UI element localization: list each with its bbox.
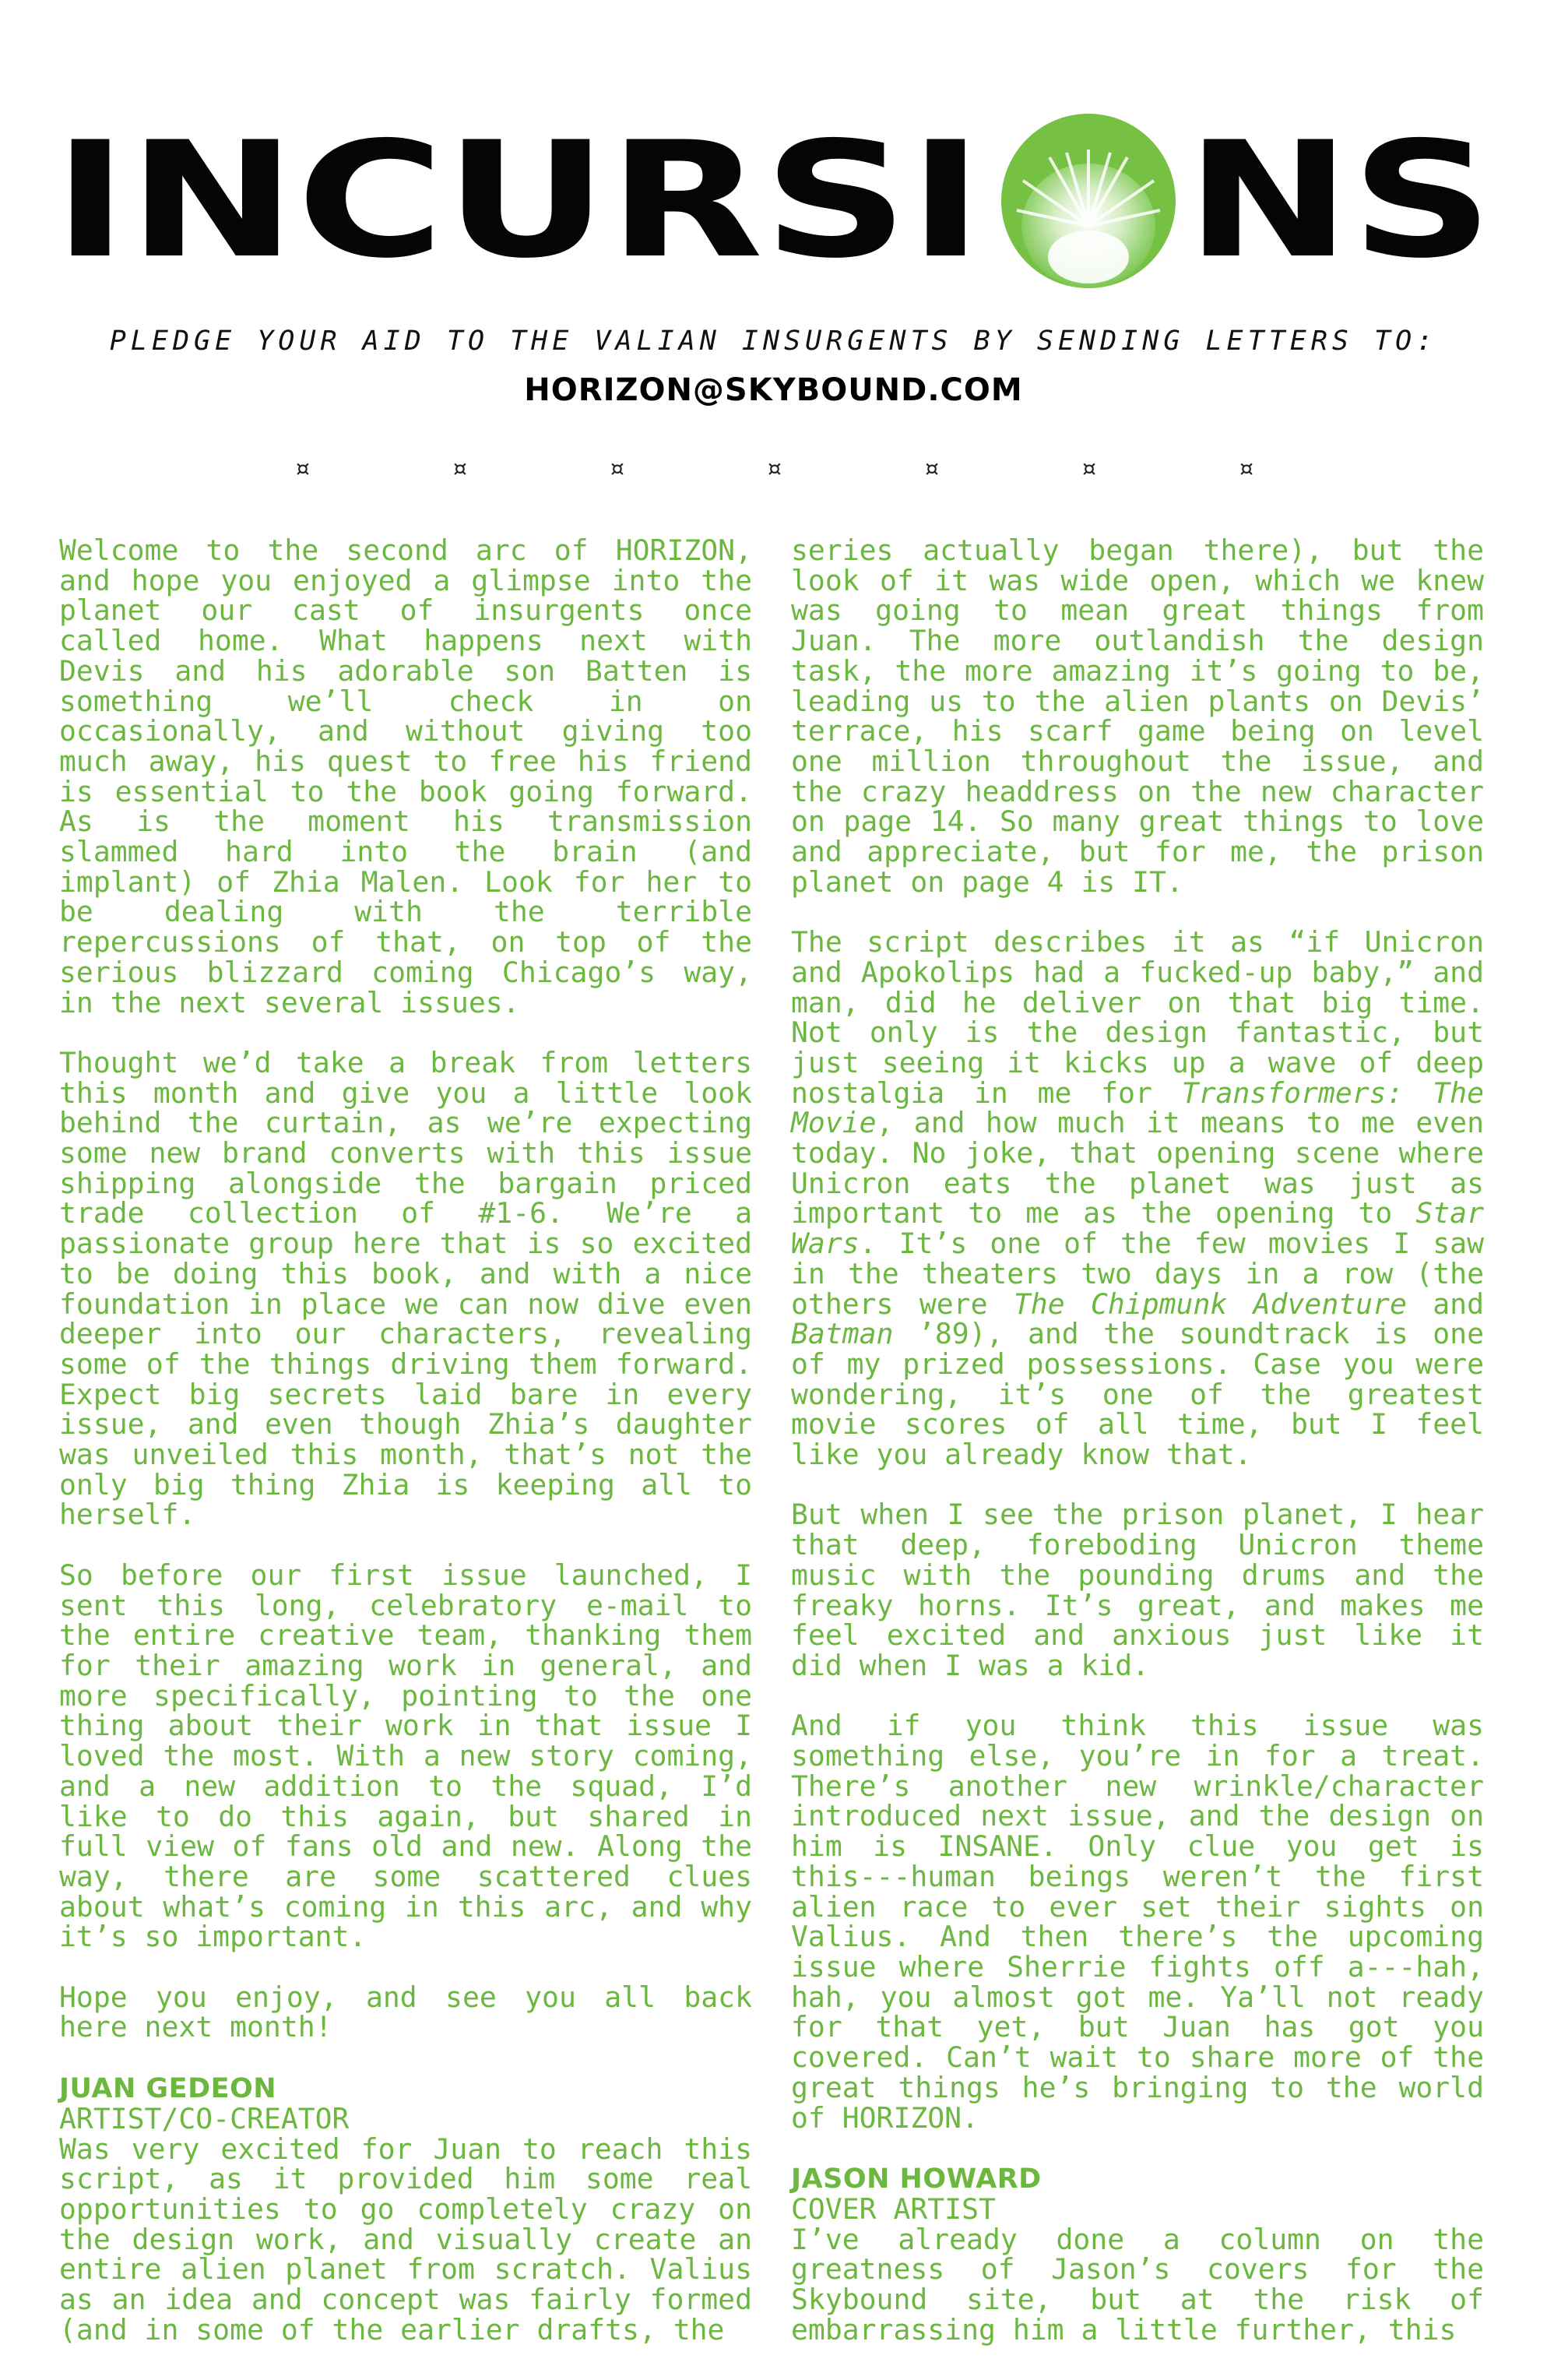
divider-glyph: ¤ [610, 456, 624, 481]
film-title: Star Wars [791, 1196, 1484, 1261]
section-role: ARTIST/CO-CREATOR [59, 2101, 350, 2135]
section-role: COVER ARTIST [791, 2192, 996, 2226]
paragraph: Was very excited for Juan to reach this script, as it provided him some real opportunities to go completely crazy on the design work, and visually create an entire alien planet from scratch. Valius as an idea and concept was fairly formed (and in some of the earlier drafts, the [59, 2132, 752, 2347]
logo-text-right: NS [1186, 109, 1493, 294]
ornament-divider [296, 456, 1253, 481]
pledge-line: PLEDGE YOUR AID TO THE VALIAN INSURGENTS BY SENDING LETTERS TO: [109, 326, 1438, 357]
divider-glyph: ¤ [453, 456, 467, 481]
logo-text-left: INCURSI [53, 109, 983, 294]
text-run: , and how much it means to me even today. No joke, that opening scene where Unicron eats the planet was just as important to me as the opening to [791, 1106, 1484, 1230]
text-run: The script describes it as “if Unicron and Apokolips had a fucked-up baby,” and man, did he deliver on that big time. Not only is the design fantastic, but just seeing it kicks up a wave of deep nostalgia in me for [791, 925, 1484, 1110]
film-title: The Chipmunk Adventure [1013, 1287, 1407, 1321]
film-title: Batman [791, 1317, 894, 1351]
divider-glyph: ¤ [296, 456, 310, 481]
incursions-logo [53, 109, 1493, 296]
paragraph: Hope you enjoy, and see you all back here next month! [59, 1980, 752, 2044]
masthead-logo [53, 109, 1493, 296]
email-address[interactable]: HORIZON@SKYBOUND.COM [524, 372, 1023, 408]
paragraph: And if you think this issue was something else, you’re in for a treat. There’s another new wrinkle/character introduced next issue, and the design on him is INSANE. Only clue you get is this---human beings weren’t the first alien race to ever set their sights on Valius. And then there’s the upcoming issue where Sherrie fights off a---hah, hah, you almost got me. Ya’ll not ready for that yet, but Juan has got you covered. Can’t wait to share more of the great things he’s bringing to the world of HORIZON. [791, 1709, 1484, 2135]
divider-glyph: ¤ [768, 456, 782, 481]
text-run: ’89), and the soundtrack is one of my prized possessions. Case you were wondering, it’s one of the greatest movie scores of all time, but I feel like you already know that. [791, 1317, 1484, 1472]
paragraph: But when I see the prison planet, I hear that deep, foreboding Unicron theme music with the pounding drums and the freaky horns. It’s great, and makes me feel excited and anxious just like it did when I was a kid. [791, 1498, 1484, 1682]
section-heading: JASON HOWARD [791, 2163, 1042, 2195]
logo-orb-icon [1001, 114, 1176, 288]
paragraph: So before our first issue launched, I sent this long, celebratory e-mail to the entire creative team, thanking them for their amazing work in general, and more specifically, pointing to the one thing about their work in that issue I loved the most. With a new story coming, and a new addition to the squad, I’d like to do this again, but shared in full view of fans old and new. Along the way, there are some scattered clues about what’s coming in this arc, and why it’s so important. [59, 1558, 752, 1954]
paragraph: series actually began there), but the look of it was wide open, which we knew was going to mean great things from Juan. The more outlandish the design task, the more amazing it’s going to be, leading us to the alien plants on Devis’ terrace, his scarf game being on level one million throughout the issue, and the crazy headdress on the new character on page 14. So many great things to love and appreciate, but for me, the prison planet on page 4 is IT. [791, 533, 1484, 899]
right-column [791, 533, 1484, 2347]
divider-glyph: ¤ [925, 456, 939, 481]
text-run: and [1406, 1287, 1484, 1321]
paragraph [791, 925, 1484, 1472]
text-run: . It’s one of the few movies I saw in the theaters two days in a row (the others were [791, 1227, 1484, 1321]
paragraph: Welcome to the second arc of HORIZON, and hope you enjoyed a glimpse into the planet our cast of insurgents once called home. What happens next with Devis and his adorable son Batten is something we’ll check in on occasionally, and without giving too much away, his quest to free his friend is essential to the book going forward. As is the moment his transmission slammed hard into the brain (and implant) of Zhia Malen. Look for her to be dealing with the terrible repercussions of that, on top of the serious blizzard coming Chicago’s way, in the next several issues. [59, 533, 752, 1019]
film-title: Transformers: The Movie [791, 1076, 1484, 1140]
left-column [59, 533, 752, 2347]
section-heading: JUAN GEDEON [59, 2072, 277, 2104]
divider-glyph: ¤ [1239, 456, 1253, 481]
divider-glyph: ¤ [1082, 456, 1096, 481]
paragraph: I’ve already done a column on the greatness of Jason’s covers for the Skybound site, but at the risk of embarrassing him a little further, this [791, 2222, 1484, 2347]
paragraph: Thought we’d take a break from letters this month and give you a little look behind the curtain, as we’re expecting some new brand converts with this issue shipping alongside the bargain priced trade collection of #1-6. We’re a passionate group here that is so excited to be doing this book, and with a nice foundation in place we can now dive even deeper into our characters, revealing some of the things driving them forward. Expect big secrets laid bare in every issue, and even though Zhia’s daughter was unveiled this month, that’s not the only big thing Zhia is keeping all to herself. [59, 1045, 752, 1532]
